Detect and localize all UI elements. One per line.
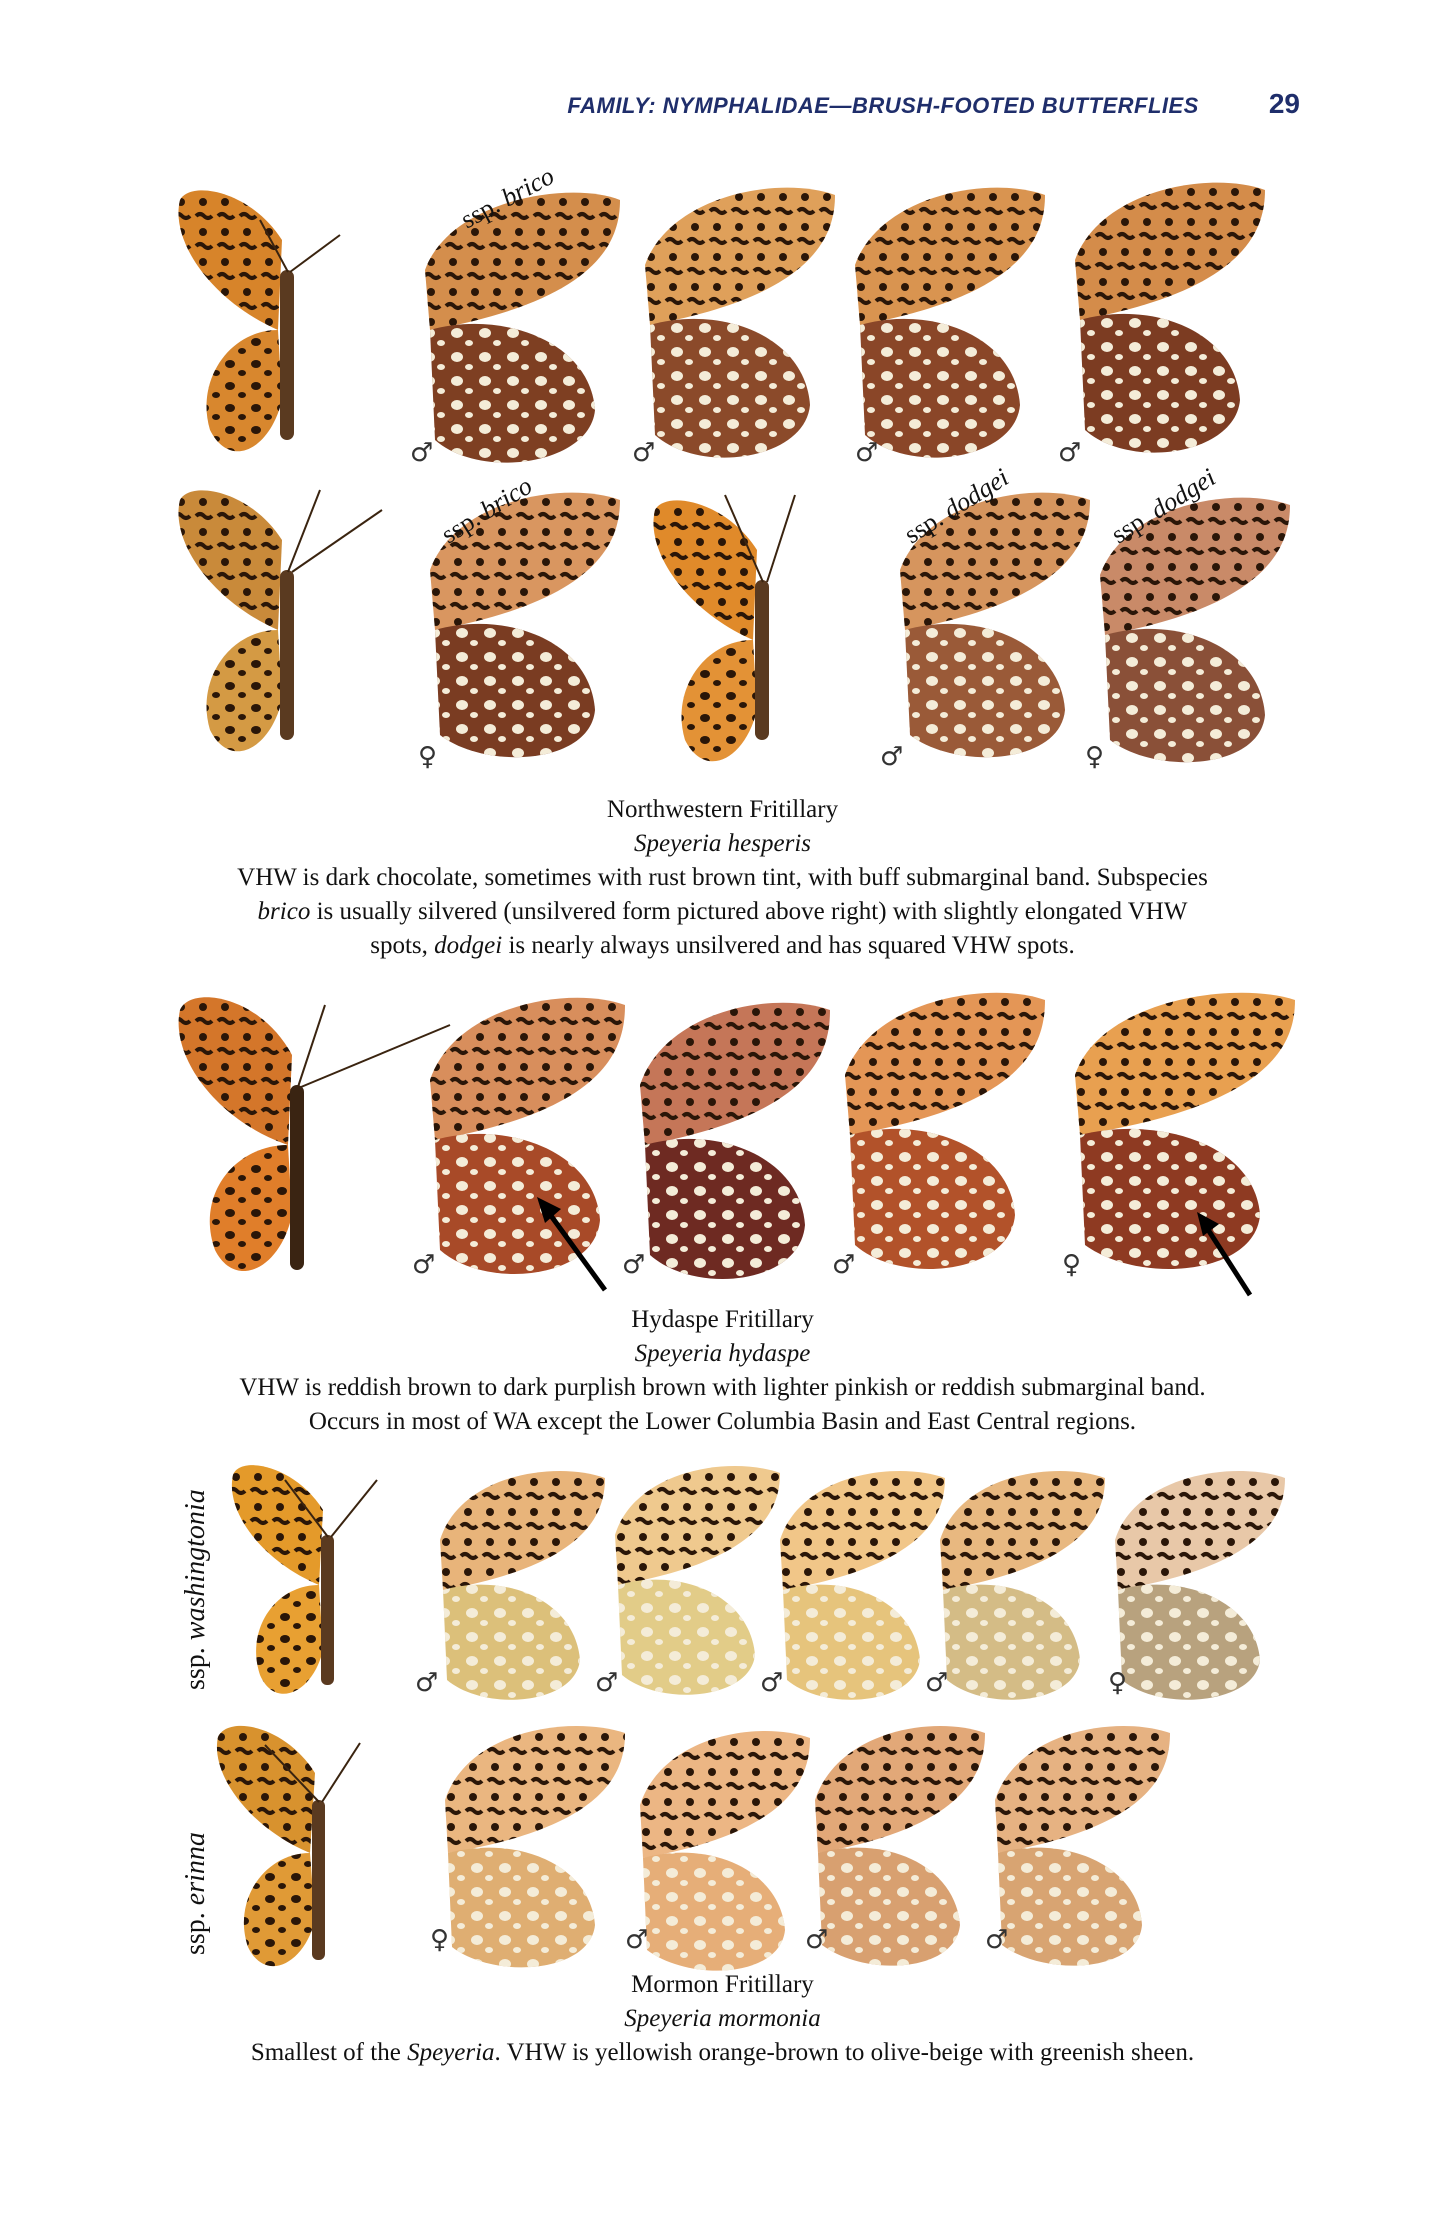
family-title: FAMILY: NYMPHALIDAE—BRUSH-FOOTED BUTTERFLIES [567, 93, 1199, 118]
sex-symbol: ♂ [625, 1925, 649, 1955]
scientific-name: Speyeria mormonia [624, 2005, 821, 2032]
sex-symbol: ♂ [595, 1668, 619, 1698]
sex-symbol: ♂ [855, 438, 879, 468]
sex-symbol: ♀ [430, 1925, 450, 1955]
sex-symbol: ♀ [1062, 1250, 1082, 1280]
butterfly-dorsal [170, 480, 430, 770]
common-name: Hydaspe Fritillary [631, 1306, 814, 1333]
ssp-label: ssp. brico [455, 161, 559, 235]
sex-symbol: ♂ [410, 438, 434, 468]
butterfly-ventral [935, 1460, 1110, 1715]
page-number: 29 [1268, 88, 1300, 119]
sex-symbol: ♂ [632, 438, 656, 468]
arrow-icon [1195, 1210, 1255, 1300]
butterfly-ventral [840, 980, 1050, 1290]
ssp-label: ssp. dodgei [899, 462, 1014, 550]
sex-symbol: ♂ [832, 1250, 856, 1280]
sex-symbol: ♂ [925, 1668, 949, 1698]
butterfly-ventral [610, 1455, 785, 1710]
sex-symbol: ♀ [1085, 742, 1105, 772]
butterfly-ventral [440, 1715, 630, 1985]
butterfly-ventral [635, 1720, 815, 1985]
ssp-label-vertical: ssp. erinna [180, 1832, 211, 1955]
butterfly-ventral [775, 1460, 950, 1715]
butterfly-ventral [640, 175, 840, 475]
butterfly-dorsal [170, 985, 450, 1295]
butterfly-ventral [810, 1715, 990, 1980]
species-caption [140, 1968, 1305, 2070]
butterfly-ventral [635, 990, 835, 1295]
butterfly-dorsal [645, 490, 905, 770]
running-header [500, 88, 1300, 128]
species-caption [140, 793, 1305, 963]
butterfly-ventral [420, 180, 630, 480]
description-line: Occurs in most of WA except the Lower Columbia Basin and East Central regions. [308, 1408, 1137, 1435]
butterfly-ventral [1070, 980, 1300, 1290]
butterfly-ventral [435, 1460, 610, 1715]
ssp-label: ssp. dodgei [1106, 462, 1221, 550]
sex-symbol: ♂ [1058, 438, 1082, 468]
sex-symbol: ♀ [1108, 1668, 1128, 1698]
description-line: brico is usually silvered (unsilvered form pictured above right) with slightly elongated VHW [257, 898, 1188, 925]
ssp-label-vertical: ssp. washingtonia [180, 1489, 211, 1690]
butterfly-ventral [850, 175, 1050, 475]
description-line: VHW is reddish brown to dark purplish brown with lighter pinkish or reddish submarginal band. [239, 1374, 1206, 1401]
sex-symbol: ♀ [418, 742, 438, 772]
butterfly-dorsal [210, 1715, 460, 1985]
butterfly-ventral [1110, 1460, 1290, 1715]
species-caption [140, 1303, 1305, 1439]
sex-symbol: ♂ [412, 1250, 436, 1280]
sex-symbol: ♂ [880, 742, 904, 772]
butterfly-ventral [990, 1715, 1175, 1980]
sex-symbol: ♂ [760, 1668, 784, 1698]
sex-symbol: ♂ [985, 1925, 1009, 1955]
description-line: spots, dodgei is nearly always unsilvered and has squared VHW spots. [370, 932, 1075, 959]
ssp-label: ssp. brico [436, 470, 538, 550]
scientific-name: Speyeria hydaspe [634, 1340, 811, 1367]
common-name: Mormon Fritillary [631, 1971, 814, 1998]
sex-symbol: ♂ [622, 1250, 646, 1280]
sex-symbol: ♂ [805, 1925, 829, 1955]
description-line: VHW is dark chocolate, sometimes with rust brown tint, with buff submarginal band. Subspecies [237, 864, 1208, 891]
arrow-icon [535, 1195, 610, 1295]
butterfly-ventral [1070, 170, 1270, 470]
butterfly-dorsal [170, 180, 430, 480]
sex-symbol: ♂ [415, 1668, 439, 1698]
common-name: Northwestern Fritillary [606, 796, 839, 823]
scientific-name: Speyeria hesperis [633, 830, 812, 857]
description-line: Smallest of the Speyeria. VHW is yellowish orange-brown to olive-beige with greenish sheen. [250, 2039, 1195, 2066]
